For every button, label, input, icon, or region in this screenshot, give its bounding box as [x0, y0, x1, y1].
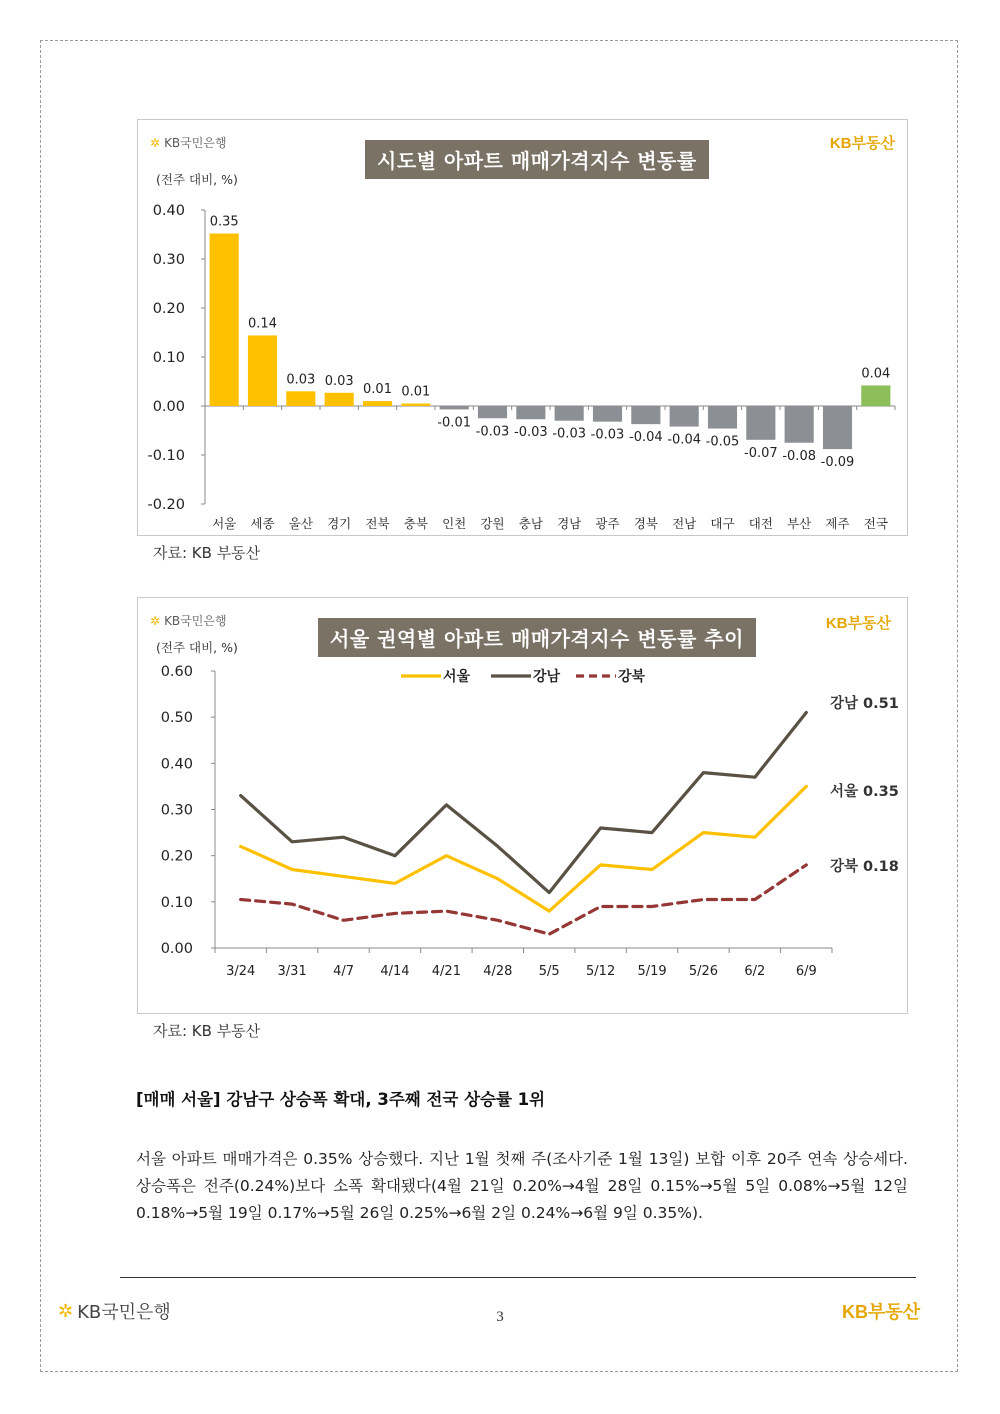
chart2-y-tick-label: 0.10 — [160, 894, 193, 911]
chart2-x-tick-label: 4/21 — [431, 964, 461, 979]
chart2-source: 자료: KB 부동산 — [153, 1022, 261, 1040]
chart2-y-tick-label: 0.30 — [160, 802, 193, 819]
chart1-x-tick-label: 세종 — [250, 516, 275, 531]
chart1-x-tick-label: 강원 — [480, 516, 505, 531]
chart1-bar — [516, 406, 545, 419]
chart2-x-tick-label: 3/31 — [277, 964, 307, 979]
chart2-x-tick-label: 5/19 — [637, 964, 667, 979]
chart1-bar — [861, 385, 890, 406]
chart2-unit-label: (전주 대비, %) — [156, 640, 238, 655]
chart1-kb-realestate-logo: KB부동산 — [829, 134, 895, 152]
chart1-data-label: 0.35 — [209, 214, 239, 230]
chart2-title: 서울 권역별 아파트 매매가격지수 변동률 추이 — [318, 618, 756, 657]
chart1-bar — [401, 404, 430, 406]
chart2-legend-label: 서울 — [443, 669, 471, 685]
chart1-y-tick-label: 0.20 — [152, 301, 185, 317]
chart1-x-tick-label: 전국 — [863, 516, 888, 531]
chart1-data-label: 0.04 — [861, 366, 891, 382]
chart1-bar — [478, 406, 507, 418]
chart1-bar — [593, 406, 622, 422]
chart1-title: 시도별 아파트 매매가격지수 변동률 — [365, 140, 709, 179]
chart2-x-tick-label: 6/9 — [795, 964, 817, 979]
chart1-x-tick-label: 제주 — [825, 516, 850, 531]
bank-name: KB국민은행 — [164, 136, 227, 150]
chart1-bar — [670, 406, 699, 427]
chart1-data-label: -0.03 — [552, 426, 586, 442]
chart1-data-label: 0.03 — [286, 372, 316, 388]
page-number: 3 — [496, 1309, 504, 1325]
chart1-bar — [210, 234, 239, 406]
chart1-y-tick-label: -0.20 — [147, 497, 185, 513]
chart1-x-tick-label: 경북 — [633, 516, 658, 531]
chart1-bar — [248, 335, 277, 406]
footer-divider — [120, 1277, 916, 1278]
chart1-y-tick-label: -0.10 — [147, 448, 185, 464]
chart1-x-tick-label: 인천 — [442, 516, 467, 531]
chart1-data-label: 0.14 — [248, 316, 277, 332]
chart2-end-label: 강북 0.18 — [830, 859, 899, 875]
kb-star-icon: ✲ — [150, 135, 161, 150]
chart1-y-tick-label: 0.10 — [152, 350, 185, 366]
chart1-x-tick-label: 전남 — [672, 516, 697, 531]
chart1-bar — [555, 406, 584, 421]
kb-star-icon: ✲ — [58, 1300, 74, 1322]
chart2-plot — [138, 598, 907, 1013]
chart2-kb-realestate-logo: KB부동산 — [825, 614, 891, 632]
chart1-data-label: -0.09 — [820, 455, 855, 471]
chart1-data-label: 0.01 — [401, 384, 431, 400]
chart2-legend-label: 강북 — [618, 669, 646, 685]
chart1-x-tick-label: 부산 — [787, 516, 812, 531]
chart1-x-tick-label: 광주 — [595, 516, 620, 531]
chart1-source: 자료: KB 부동산 — [153, 544, 261, 562]
chart1-x-tick-label: 대전 — [748, 516, 773, 531]
article-heading: [매매 서울] 강남구 상승폭 확대, 3주째 전국 상승률 1위 — [136, 1090, 546, 1109]
chart1-data-label: -0.08 — [782, 448, 816, 464]
chart2-legend-label: 강남 — [533, 669, 561, 685]
chart1-x-tick-label: 경기 — [327, 516, 352, 531]
chart1-bar — [785, 406, 814, 443]
chart1-bar — [286, 391, 315, 406]
chart2-x-tick-label: 4/28 — [483, 964, 513, 979]
chart2-x-tick-label: 5/5 — [538, 964, 560, 979]
chart2-x-tick-label: 4/14 — [380, 964, 410, 979]
bank-name: KB국민은행 — [77, 1302, 171, 1323]
chart2-series-line — [241, 713, 807, 893]
chart1-x-tick-label: 충북 — [403, 516, 428, 531]
chart2-y-tick-label: 0.40 — [160, 756, 193, 773]
chart2-frame — [137, 597, 908, 1014]
chart1-data-label: -0.07 — [744, 445, 778, 461]
chart1-data-label: -0.04 — [667, 432, 701, 448]
chart1-data-label: -0.01 — [437, 415, 471, 431]
chart1-bar — [363, 401, 392, 406]
chart1-bar — [325, 393, 354, 406]
article-paragraph: 서울 아파트 매매가격은 0.35% 상승했다. 지난 1월 첫째 주(조사기준 1월 13일) 보합 이후 20주 연속 상승세다. 상승폭은 전주(0.24%)보다 소폭 확대됐다(4월 21일 0.20%→4월 28일 0.15%→5월 5일 0.08%→5월 12일 0.18%→5월 19일 0.17%→5월 26일 0.25%→6월 2일 0.24%→6월 9일 0.35%). — [136, 1150, 908, 1222]
chart2-x-tick-label: 6/2 — [744, 964, 766, 979]
chart1-x-tick-label: 경남 — [557, 516, 582, 531]
chart2-x-tick-label: 3/24 — [226, 964, 256, 979]
chart1-data-label: 0.03 — [324, 373, 354, 389]
chart2-y-tick-label: 0.60 — [160, 664, 193, 680]
bank-name: KB국민은행 — [164, 614, 227, 628]
chart1-bar — [631, 406, 660, 424]
chart1-data-label: -0.05 — [705, 434, 740, 450]
chart1-y-tick-label: 0.40 — [152, 203, 185, 219]
chart2-end-label: 강남 0.51 — [830, 696, 899, 712]
chart2-x-tick-label: 4/7 — [333, 964, 355, 979]
chart1-y-tick-label: 0.30 — [152, 252, 185, 268]
chart1-y-tick-label: 0.00 — [152, 399, 185, 415]
chart1-data-label: -0.03 — [590, 427, 625, 443]
chart1-data-label: -0.03 — [514, 425, 548, 441]
chart1-bar — [823, 406, 852, 449]
chart1-bar — [440, 406, 469, 409]
chart1-data-label: 0.01 — [363, 382, 392, 398]
chart2-y-tick-label: 0.50 — [160, 710, 193, 727]
chart1-x-tick-label: 충남 — [518, 516, 543, 531]
chart1-x-tick-label: 전북 — [365, 516, 390, 531]
chart1-x-tick-label: 대구 — [710, 516, 735, 531]
chart1-x-tick-label: 울산 — [288, 516, 313, 531]
chart1-data-label: -0.03 — [475, 424, 510, 440]
chart2-x-tick-label: 5/12 — [586, 964, 616, 979]
chart1-bar — [746, 406, 775, 440]
chart1-frame — [137, 119, 908, 536]
footer-kb-realestate-logo: KB부동산 — [842, 1302, 921, 1323]
chart1-data-label: -0.04 — [629, 430, 663, 446]
chart1-unit-label: (전주 대비, %) — [156, 172, 238, 187]
chart2-y-tick-label: 0.20 — [160, 848, 193, 865]
chart2-y-tick-label: 0.00 — [160, 941, 193, 957]
chart2-end-label: 서울 0.35 — [830, 784, 899, 800]
chart2-x-tick-label: 5/26 — [688, 964, 719, 979]
chart1-x-tick-label: 서울 — [212, 516, 237, 531]
chart2-series-line — [241, 786, 807, 911]
chart1-plot — [138, 120, 907, 535]
chart1-bar — [708, 406, 737, 429]
kb-star-icon: ✲ — [150, 613, 161, 628]
